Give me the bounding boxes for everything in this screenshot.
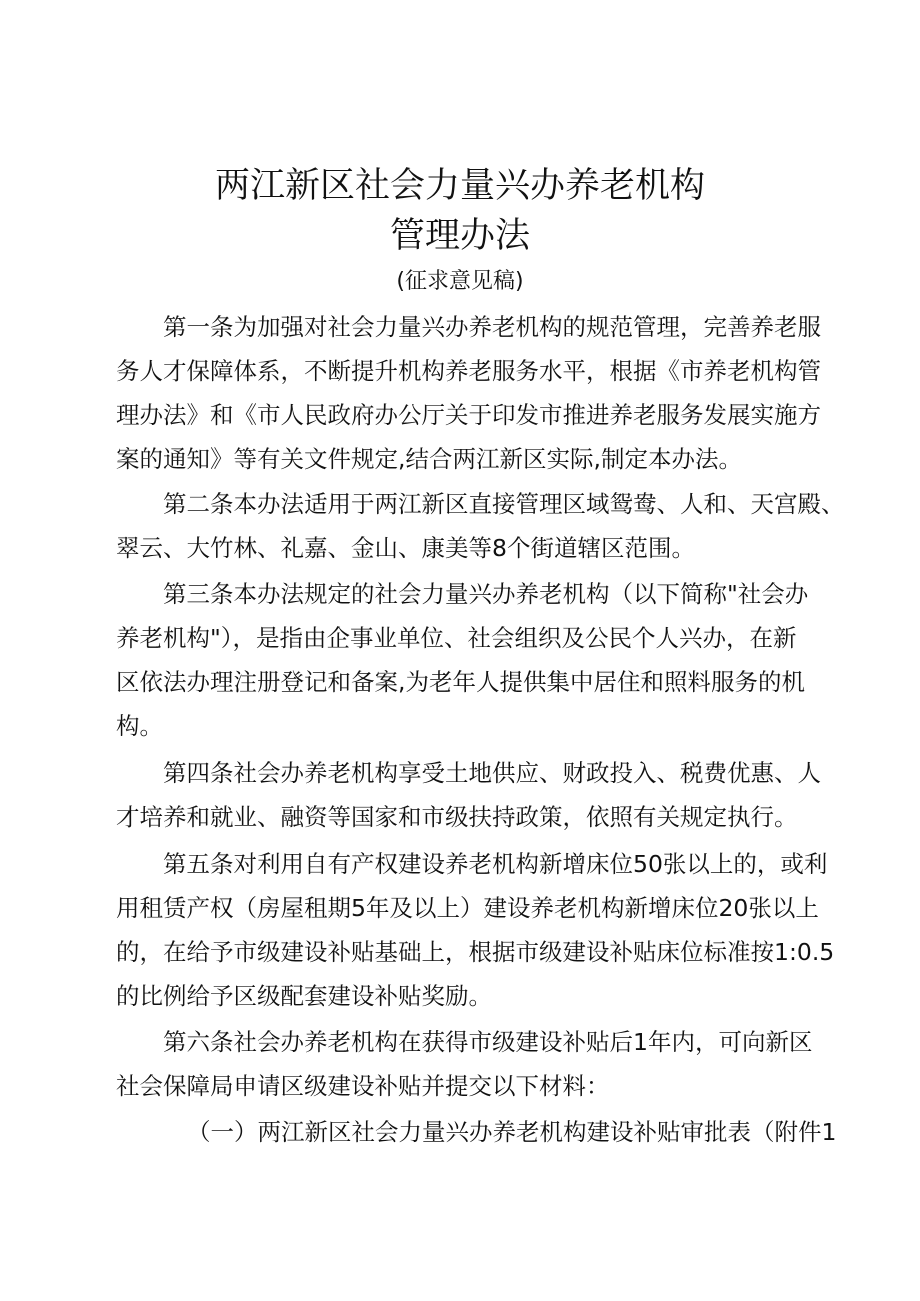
article-5-line-1: 第五条对利用自有产权建设养老机构新增床位50张以上的，或利 bbox=[163, 850, 828, 878]
article-1-line-4: 案的通知》等有关文件规定,结合两江新区实际,制定本办法。 bbox=[116, 445, 742, 473]
article-5-line-4: 的比例给予区级配套建设补贴奖励。 bbox=[116, 982, 492, 1010]
article-3-line-3: 区依法办理注册登记和备案,为老年人提供集中居住和照料服务的机 bbox=[116, 668, 805, 696]
article-5-line-2: 用租赁产权（房屋租期5年及以上）建设养老机构新增床位20张以上 bbox=[116, 894, 819, 922]
document-title-line-2: 管理办法 bbox=[389, 216, 530, 256]
article-2-line-1: 第二条本办法适用于两江新区直接管理区域鸳鸯、人和、天宫殿、 bbox=[163, 490, 845, 518]
document-title-line-1: 两江新区社会力量兴办养老机构 bbox=[214, 166, 705, 206]
article-5-line-3: 的，在给予市级建设补贴基础上，根据市级建设补贴床位标准按1:0.5 bbox=[116, 938, 835, 966]
document-subtitle: (征求意见稿) bbox=[396, 269, 524, 294]
article-6-line-2: 社会保障局申请区级建设补贴并提交以下材料： bbox=[116, 1072, 610, 1100]
article-3-line-1: 第三条本办法规定的社会力量兴办养老机构（以下简称"社会办 bbox=[163, 580, 809, 608]
article-3-line-2: 养老机构"），是指由企事业单位、社会组织及公民个人兴办，在新 bbox=[116, 624, 797, 652]
article-1-line-2: 务人才保障体系，不断提升机构养老服务水平，根据《市养老机构管 bbox=[116, 357, 821, 385]
article-4-line-2: 才培养和就业、融资等国家和市级扶持政策，依照有关规定执行。 bbox=[116, 803, 798, 831]
article-4-line-1: 第四条社会办养老机构享受土地供应、财政投入、税费优惠、人 bbox=[163, 759, 821, 787]
article-2-line-2: 翠云、大竹林、礼嘉、金山、康美等8个街道辖区范围。 bbox=[116, 534, 695, 562]
article-1-line-1: 第一条为加强对社会力量兴办养老机构的规范管理，完善养老服 bbox=[163, 313, 821, 341]
article-3-line-4: 构。 bbox=[116, 712, 163, 740]
article-6-item-1: （一）两江新区社会力量兴办养老机构建设补贴审批表（附件1 bbox=[187, 1118, 837, 1146]
article-6-line-1: 第六条社会办养老机构在获得市级建设补贴后1年内，可向新区 bbox=[163, 1028, 813, 1056]
article-1-line-3: 理办法》和《市人民政府办公厅关于印发市推进养老服务发展实施方 bbox=[116, 401, 821, 429]
